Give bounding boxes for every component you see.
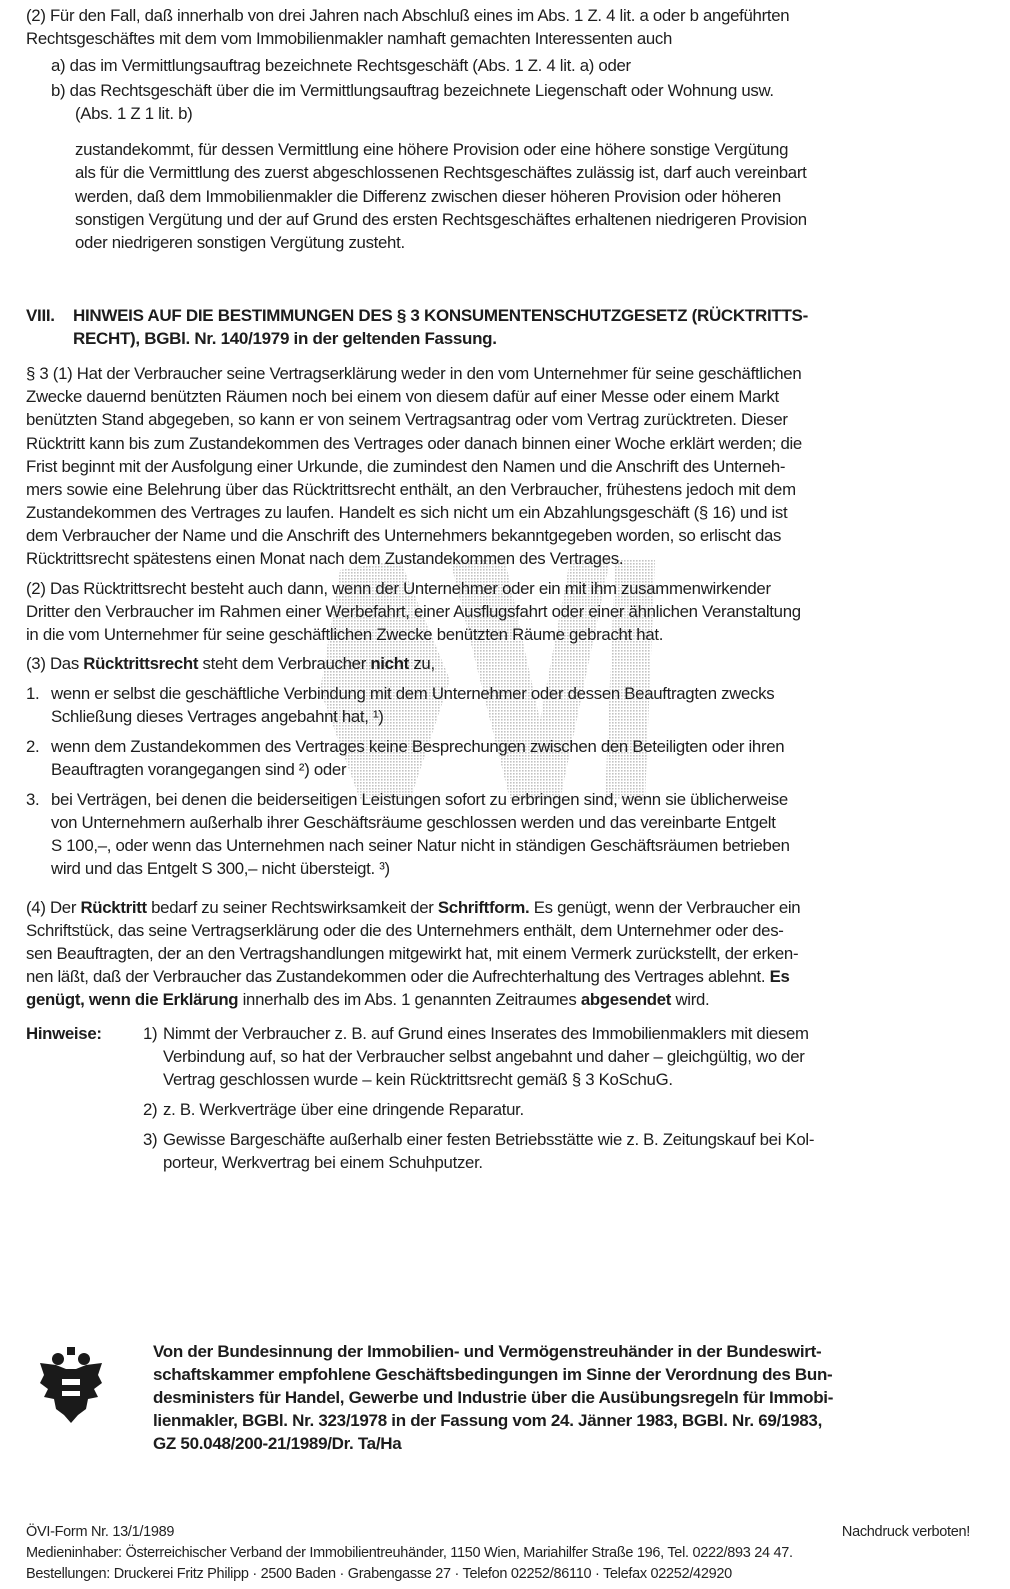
list-item-text: wenn er selbst die geschäftliche Verbindung mit dem Unternehmer oder dessen Beauftragten zwecks (51, 684, 775, 703)
notes-label: Hinweise: (26, 1024, 102, 1043)
text-line: zustandekommt, für dessen Vermittlung eine höhere Provision oder eine höhere sonstige Vergütung (75, 140, 789, 159)
bold-text: Es (769, 967, 790, 986)
note-text: Nimmt der Verbraucher z. B. auf Grund eines Inserates des Immobilienmaklers mit diesem (163, 1024, 809, 1043)
endorsement-line: desministers für Handel, Gewerbe und Industrie über die Ausübungsregeln für Immobi- (153, 1388, 834, 1407)
heading-line: RECHT), BGBl. Nr. 140/1979 in der geltenden Fassung. (73, 329, 497, 348)
text-line: Rechtsgeschäftes mit dem vom Immobilienmakler namhaft gemachten Interessenten auch (26, 29, 673, 48)
text-span: wird. (671, 990, 710, 1009)
media-owner: Medieninhaber: Österreichischer Verband der Immobilientreuhänder, 1150 Wien, Mariahilfer Straße 196, Tel. 0222/893 24 47. (26, 1545, 793, 1561)
text-span: (4) Der (26, 898, 81, 917)
text-line (26, 990, 709, 1010)
list-number: 2. (26, 737, 40, 756)
orders-info: Bestellungen: Druckerei Fritz Philipp · 2500 Baden · Grabengasse 27 · Telefon 02252/86110 · Telefax 02252/42920 (26, 1566, 732, 1582)
text-line (26, 967, 790, 987)
list-item-text: Beauftragten vorangegangen sind ²) oder (51, 760, 347, 779)
list-item-b: b) das Rechtsgeschäft über die im Vermittlungsauftrag bezeichnete Liegenschaft oder Wohnung usw. (51, 81, 774, 100)
note-text: Gewisse Bargeschäfte außerhalb einer festen Betriebsstätte wie z. B. Zeitungskauf bei Kol- (163, 1130, 815, 1149)
text-line: Zwecke dauernd benützten Räumen noch bei einem von diesem dafür auf einer Messe oder einem Markt (26, 387, 779, 406)
text-span: Es genügt, wenn der Verbraucher ein (529, 898, 801, 917)
list-number: 3. (26, 790, 40, 809)
endorsement-line: schaftskammer empfohlene Geschäftsbedingungen im Sinne der Verordnung des Bun- (153, 1365, 833, 1384)
text-line: benützten Stand abgegeben, so kann er von seinem Vertragsantrag oder vom Vertrag zurücktreten. Dieser (26, 410, 788, 429)
austrian-eagle-icon (36, 1345, 106, 1425)
list-item-a: a) das im Vermittlungsauftrag bezeichnete Rechtsgeschäft (Abs. 1 Z. 4 lit. a) oder (51, 56, 631, 75)
bold-text: nicht (370, 654, 409, 673)
bold-text: genügt, wenn die Erklärung (26, 990, 239, 1009)
list-item-text: wird und das Entgelt S 300,– nicht übersteigt. ³) (51, 859, 390, 878)
text-span: (3) Das (26, 654, 84, 673)
text-line: sonstigen Vergütung und der auf Grund des ersten Rechtsgeschäftes erhaltenen niedrigeren Provision (75, 210, 807, 229)
bold-text: abgesendet (580, 990, 672, 1009)
text-line: als für die Vermittlung des zuerst abgeschlossenen Rechtsgeschäftes zulässig ist, darf auch vereinbart (75, 163, 807, 182)
endorsement-line: Von der Bundesinnung der Immobilien- und Vermögenstreuhänder in der Bundeswirt- (153, 1342, 822, 1361)
text-line: Zustandekommen des Vertrages zu laufen. Handelt es sich nicht um ein Abzahlungsgeschäft (§ 16) und ist (26, 503, 788, 522)
list-item-text: bei Verträgen, bei denen die beiderseitigen Leistungen sofort zu erbringen sind, wenn sie üblicherweise (51, 790, 788, 809)
list-item-text: von Unternehmern außerhalb ihrer Geschäftsräume geschlossen werden und das vereinbarte Entgelt (51, 813, 776, 832)
text-line: (2) Das Rücktrittsrecht besteht auch dann, wenn der Unternehmer oder ein mit ihm zusammenwirkender (26, 579, 771, 598)
text-span: steht dem Verbraucher (198, 654, 371, 673)
paragraph-3-3 (26, 654, 435, 674)
text-line: Rücktritt kann bis zum Zustandekommen des Vertrages oder danach binnen einer Woche erklärt werden; die (26, 434, 802, 453)
text-line (26, 898, 800, 918)
list-item-b-cont: (Abs. 1 Z 1 lit. b) (75, 104, 193, 123)
text-span: bedarf zu seiner Rechtswirksamkeit der (146, 898, 438, 917)
note-number: 1) (143, 1024, 158, 1043)
list-item-text: wenn dem Zustandekommen des Vertrages keine Besprechungen zwischen den Beteiligten oder ihren (51, 737, 785, 756)
note-text: porteur, Werkvertrag bei einem Schuhputzer. (163, 1153, 483, 1172)
text-line: mers sowie eine Belehrung über das Rücktrittsrecht enthält, an den Verbraucher, frühestens jedoch mit dem (26, 480, 796, 499)
bold-text: Rücktritt (80, 898, 147, 917)
text-line: sen Beauftragten, der an den Vertragshandlungen mitgewirkt hat, mit einem Vermerk zurückstellt, der erken- (26, 944, 799, 963)
form-number: ÖVI-Form Nr. 13/1/1989 (26, 1524, 175, 1540)
reprint-notice: Nachdruck verboten! (841, 1524, 970, 1540)
text-span: innerhalb des im Abs. 1 genannten Zeitraumes (238, 990, 581, 1009)
text-line: werden, daß dem Immobilienmakler die Differenz zwischen dieser höheren Provision oder höheren (75, 187, 781, 206)
list-item-text: S 100,–, oder wenn das Unternehmen nach seiner Natur nicht in ständigen Geschäftsräumen betrieben (51, 836, 790, 855)
text-span: nen läßt, daß der Verbraucher das Zustandekommen oder die Aufrechterhaltung des Vertrages ablehnt. (26, 967, 770, 986)
text-span: zu, (408, 654, 435, 673)
text-line: oder niedrigeren sonstigen Vergütung zusteht. (75, 233, 405, 252)
text-line: § 3 (1) Hat der Verbraucher seine Vertragserklärung weder in den vom Unternehmer für seine geschäftlichen (26, 364, 802, 383)
text-line: Rücktrittsrecht spätestens einen Monat nach dem Zustandekommen des Vertrages. (26, 549, 624, 568)
bold-text: Schriftform. (437, 898, 530, 917)
bold-text: Rücktrittsrecht (83, 654, 199, 673)
heading-line: HINWEIS AUF DIE BESTIMMUNGEN DES § 3 KONSUMENTENSCHUTZGESETZ (RÜCKTRITTS- (73, 306, 808, 325)
note-text: z. B. Werkverträge über eine dringende Reparatur. (163, 1100, 524, 1119)
text-line: (2) Für den Fall, daß innerhalb von drei Jahren nach Abschluß eines im Abs. 1 Z. 4 lit. a oder b angeführten (26, 6, 790, 25)
endorsement-line: lienmakler, BGBl. Nr. 323/1978 in der Fassung vom 24. Jänner 1983, BGBl. Nr. 69/1983, (153, 1411, 823, 1430)
text-line: Dritter den Verbraucher im Rahmen einer Werbefahrt, einer Ausflugsfahrt oder einer ähnlichen Veranstaltung (26, 602, 801, 621)
note-number: 2) (143, 1100, 158, 1119)
section-number: VIII. (26, 306, 55, 325)
endorsement-line: GZ 50.048/200-21/1989/Dr. Ta/Ha (153, 1434, 402, 1453)
note-number: 3) (143, 1130, 158, 1149)
text-line: in die vom Unternehmer für seine geschäftlichen Zwecke benützten Räume gebracht hat. (26, 625, 664, 644)
text-line: Frist beginnt mit der Ausfolgung einer Urkunde, die zumindest den Namen und die Anschrift des Unterneh- (26, 457, 786, 476)
note-text: Verbindung auf, so hat der Verbraucher selbst angebahnt und daher – gleichgültig, wo der (163, 1047, 805, 1066)
note-text: Vertrag geschlossen wurde – kein Rücktrittsrecht gemäß § 3 KoSchuG. (163, 1070, 673, 1089)
text-line: Schriftstück, das seine Vertragserklärung oder die des Unternehmers enthält, dem Unternehmer oder des- (26, 921, 784, 940)
text-line: dem Verbraucher der Name und die Anschrift des Unternehmers bekanntgegeben worden, so erlischt das (26, 526, 782, 545)
list-item-text: Schließung dieses Vertrages angebahnt hat, ¹) (51, 707, 384, 726)
list-number: 1. (26, 684, 40, 703)
